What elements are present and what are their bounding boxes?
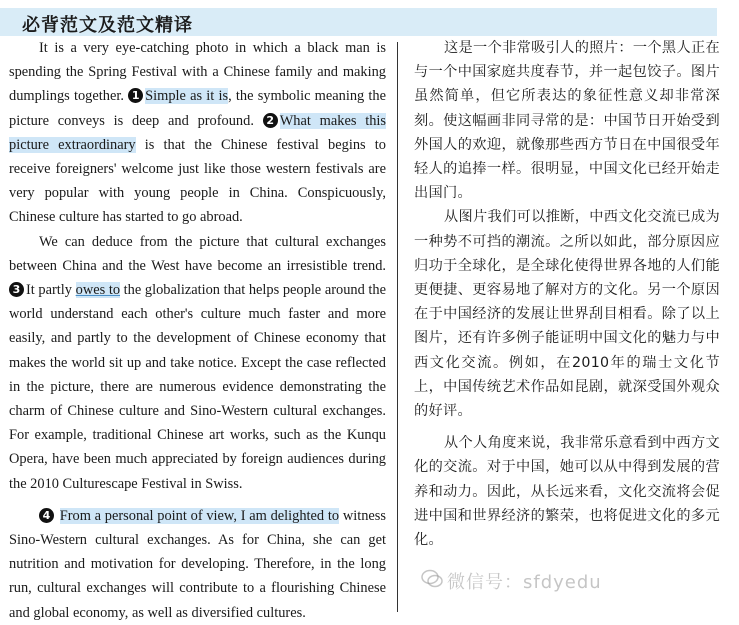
number-marker-3: 3 bbox=[9, 282, 24, 297]
watermark: 微信号：sfdyedu bbox=[447, 572, 602, 593]
text-run: witness Sino-Western cultural exchanges. As for China, she can get nutrition and motivation for developing. Therefore, in the long run, cultural exchanges will contribute to a flourishing Chinese and global economy, as well as diversified cultures. bbox=[9, 507, 386, 621]
number-marker-2: 2 bbox=[263, 113, 278, 128]
english-paragraph-2 bbox=[9, 230, 386, 496]
highlight-phrase-1: Simple as it is bbox=[145, 88, 229, 105]
chinese-translation bbox=[414, 36, 720, 552]
number-marker-4: 4 bbox=[39, 508, 54, 523]
highlight-phrase-4: From a personal point of view, I am delighted to bbox=[59, 507, 340, 524]
chinese-paragraph-2: 从图片我们可以推断，中西文化交流已成为一种势不可挡的潮流。之所以如此，部分原因应归功于全球化，是全球化使得世界各地的人们能更便捷、更容易地了解对方的文化。另一个原因在于中国经济的发展让世界刮目相看。除了以上图片，还有许多例子能证明中国文化的魅力与中西文化交流。例如，在2010年的瑞士文化节上，中国传统艺术作品如昆剧，就深受国外观众的好评。 bbox=[414, 209, 720, 420]
text-run: We can deduce from the picture that cultural exchanges between China and the West have become an irresistible trend. bbox=[9, 233, 386, 274]
text-run: is that the Chinese festival begins to receive foreigners' welcome just like those western festivals are very popular with young people in China. Conspicuously, Chinese culture has started to go abroad. bbox=[9, 136, 386, 226]
number-marker-1: 1 bbox=[128, 88, 143, 103]
english-essay bbox=[9, 36, 386, 625]
english-paragraph-1 bbox=[9, 36, 386, 230]
text-run: It partly bbox=[26, 282, 76, 299]
text-run: It is a very eye-catching photo in which a black man is spending the Spring Festival with a Chinese family and making dumplings together. bbox=[9, 40, 386, 105]
english-paragraph-3 bbox=[9, 504, 386, 625]
chinese-paragraph-1: 这是一个非常吸引人的照片：一个黑人正在与一个中国家庭共度春节，并一起包饺子。图片虽然简单，但它所表达的象征性意义却非常深刻。使这幅画非同寻常的是：中国节日开始受到外国人的欢迎，就像那些西方节日在中国很受年轻人的追捧一样。很明显，中国文化已经开始走出国门。 bbox=[414, 40, 720, 202]
highlight-phrase-3: owes to bbox=[75, 282, 121, 299]
chinese-paragraph-3: 从个人角度来说，我非常乐意看到中西方文化的交流。对于中国，她可以从中得到发展的营养和动力。因此，从长远来看，文化交流将会促进中国和世界经济的繁荣，也将促进文化的多元化。 bbox=[414, 435, 720, 549]
section-title: 必背范文及范文精译 bbox=[22, 15, 193, 36]
column-divider bbox=[397, 42, 398, 612]
highlight-phrase-2: What makes this picture extraordinary bbox=[9, 112, 387, 153]
section-header-bar bbox=[0, 8, 717, 36]
wechat-icon bbox=[421, 569, 443, 589]
text-run: the globalization that helps people around the world understand each other's culture much faster and more easily, and partly to the development of Chinese economy that makes the world sit up and take notice. Except the case reflected in the picture, there are numerous evidence demonstrating the charm of Chinese culture and Sino-Western cultural exchanges. For example, traditional Chinese art works, such as the Kunqu Opera, have been much appreciated by foreign audiences during the 2010 Culturescape Festival in Swiss. bbox=[9, 282, 386, 492]
text-run: , the symbolic meaning the picture conveys is deep and profound. bbox=[9, 88, 387, 129]
